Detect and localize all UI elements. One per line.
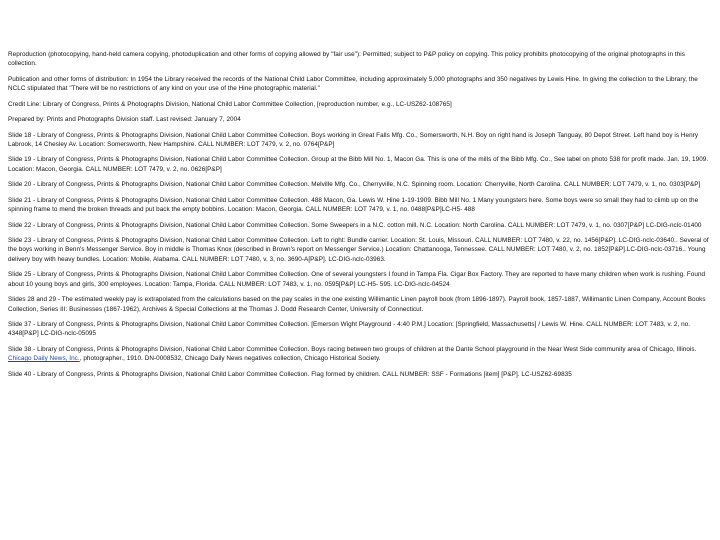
paragraph-slide-19: Slide 19 - Library of Congress, Prints & Photographs Division, National Child Labor Committee Collection. Group at the Bibb Mill No. 1, Macon Ga. This is one of the mills of the Bibb Mfg. Co., See label on photo 538 for profit made. Jan. 19, 1909. Location: Macon, Georgia. CALL NUMBER: LOT 7479, v. 2, no. 0626[P&P] [8, 156, 709, 173]
paragraph-slide-23: Slide 23 - Library of Congress, Prints & Photographs Division, National Child Labor Committee Collection. Left to right: Bundle carrier. Location: St. Louis, Missouri. CALL NUMBER: LOT 7480, v. 22, no. 1456[P&P]. LC-DIG-nclc-03640.. Several of the boys working in Benn's Messenger Service. Boy in middle is Thomas Knox (described in Brown's report on Messenger Service.) Location: Chattanooga, Tennessee. CALL NUMBER: LOT 7480, v. 2, no. 1852[P&P].LC-DIG-nclc-03716.. Young delivery boy with heavy bundles. Location: Mobile, Alabama. CALL NUMBER: LOT 7480, v. 3, no. 3690-A[P&P]. LC-DIG-nclc-03963. [8, 237, 709, 263]
paragraph-slide-25: Slide 25 - Library of Congress, Prints & Photographs Division, National Child Labor Committee Collection. One of several youngsters I found in Tampa Fla. Cigar Box Factory. They are reported to have many children when work is rushing. Found about 10 young boys and girls, 300 employees. Location: Tampa, Florida. CALL NUMBER: LOT 7483, v. 1, no. 0595[P&P] LC-H5- 595. LC-DIG-nclc-04524 [8, 271, 706, 288]
paragraph-slide-40: Slide 40 - Library of Congress, Prints & Photographs Division, National Child Labor Committee Collection. Flag formed by children. CALL NUMBER: SSF - Formations [item] [P&P]. LC-USZ62-69835 [8, 370, 572, 378]
paragraph-slide-22: Slide 22 - Library of Congress, Prints & Photographs Division, National Child Labor Committee Collection. Some Sweepers in a N.C. cotton mill. N.C. Location: North Carolina. CALL NUMBER: LOT 7479, v. 1, no. 0307[P&P] LC-DIG-nclc-01400 [8, 221, 702, 229]
paragraph-prepared-by: Prepared by: Prints and Photographs Division staff. Last revised: January 7, 2004 [8, 116, 241, 124]
chicago-daily-news-link[interactable]: Chicago Daily News, Inc. [8, 355, 80, 363]
paragraph-slide-38 [8, 345, 712, 364]
paragraph-publication: Publication and other forms of distribution: In 1954 the Library received the records of the National Child Labor Committee, including approximately 5,000 photographs and 350 negatives by Lewis Hine. In giving the collection to the Library, the NCLC stipulated that "There will be no restrictions of any kind on your use of the Hine photographic material." [8, 75, 698, 93]
slide-38-text-after: , photographer., 1910. DN-0008532, Chicago Daily News negatives collection, Chicago Historical Society. [79, 355, 381, 363]
paragraph-credit-line: Credit Line: Library of Congress, Prints & Photographs Division, National Child Labor Committee Collection, [reproduction number, e.g., LC-USZ62-108765] [8, 100, 452, 108]
paragraph-slide-21: Slide 21 - Library of Congress, Prints & Photographs Division, National Child Labor Committee Collection. 488 Macon, Ga. Lewis W. Hine 1-19-1909. Bibb Mill No. 1 Many youngsters here. Some boys were so small they had to climb up on the spinning frame to mend the broken threads and put back the empty bobbins. Location: Macon, Georgia. CALL NUMBER: LOT 7479, v. 1, no. 0488[P&P]LC-H5- 488 [8, 196, 699, 214]
paragraph-slide-18: Slide 18 - Library of Congress, Prints & Photographs Division, National Child Labor Committee Collection. Boys working in Great Falls Mfg. Co., Somersworth, N.H. Boy on right hand is Joseph Tanguay, 80 Depot Street. Left hand boy is Henry Labrook, 14 Chesley Av. Location: Somersworth, New Hampshire. CALL NUMBER: LOT 7479, v. 2, no. 0764[P&P] [8, 131, 699, 148]
paragraph-reproduction: Reproduction (photocopying, hand-held camera copying, photoduplication and other forms of copying allowed by "fair use"): Permitted; subject to P&P policy on copying. This policy prohibits photocopying of the original photographs in this collection. [8, 51, 685, 68]
slide-38-text-before: Slide 38 - Library of Congress, Prints & Photographs Division, National Child Labor Committee Collection. Boys racing between two groups of children at the Dante School playground in the Near West Side community area of Chicago, Illinois. [8, 345, 697, 353]
paragraph-slides-28-29: Slides 28 and 29 - The estimated weekly pay is extrapolated from the calculations based on the pay scales in the one existing Willimantic Linen payroll book (from 1896-1897). Payroll book, 1857-1887, Willimantic Linen Company, Account Books Collection, Series III: Businesses (1867-1962), Archives & Special Collections at the Thomas J. Dodd Research Center, University of Connecticut. [8, 296, 706, 313]
paragraph-slide-20: Slide 20 - Library of Congress, Prints & Photographs Division, National Child Labor Committee Collection. Melville Mfg. Co., Cherryville, N.C. Spinning room. Location: Cherryville, North Carolina. CALL NUMBER: LOT 7479, v. 1, no. 0303[P&P] [8, 181, 701, 189]
paragraph-slide-37: Slide 37 - Library of Congress, Prints & Photographs Division, National Child Labor Committee Collection. [Emerson Wight Playground - 4:40 P.M.] Location: [Springfield, Massachusetts] / Lewis W. Hine. CALL NUMBER: LOT 7483, v. 2, no. 4348[P&P] LC-DIG-nclc-05095 [8, 321, 691, 338]
